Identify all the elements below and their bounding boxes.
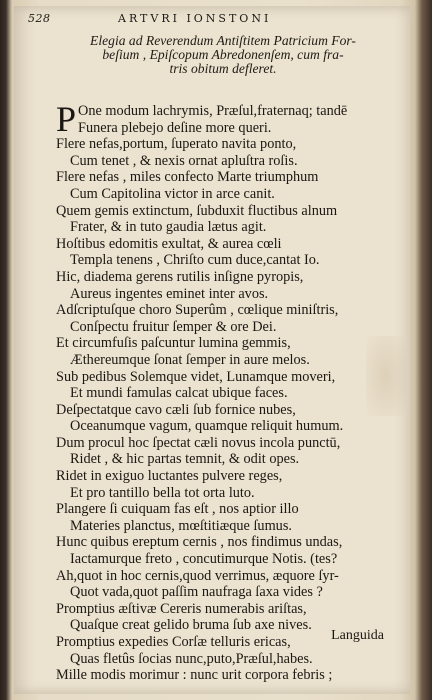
poem-body bbox=[56, 99, 406, 684]
poem-line: Ridet in exiguo luctantes pulvere reges, bbox=[56, 468, 283, 485]
poem-line: Et mundi famulas calcat ubique faces. bbox=[70, 385, 288, 402]
poem-line: Flere nefas , miles confecto Marte triumphum bbox=[56, 169, 319, 186]
poem-line: Funera plebejo deſine more queri. bbox=[78, 119, 272, 136]
poem-line: Dum procul hoc ſpectat cæli novus incola punctū, bbox=[56, 434, 341, 451]
poem-line: Sub pedibus Solemque videt, Lunamque moveri, bbox=[56, 368, 336, 385]
poem-line: Quem gemis extinctum, ſubduxit fluctibus alnum bbox=[56, 202, 338, 219]
poem-line: Mille modis morimur : nunc urit corpora febris ; bbox=[56, 667, 333, 684]
page-number: 528 bbox=[28, 12, 51, 25]
poem-line: Promptius expedies Corſæ telluris ericas, bbox=[56, 634, 291, 650]
poem-line: Adſcriptuſque choro Superûm , cœlique miniſtris, bbox=[56, 302, 339, 319]
poem-line: Oceanumque vagum, quamque reliquit humum. bbox=[70, 418, 344, 435]
poem-line: Ridet , & hic partas temnit, & odit opes. bbox=[70, 451, 300, 468]
poem-line: Templa tenens , Chriſto cum duce,cantat Io. bbox=[70, 252, 320, 269]
elegy-title bbox=[48, 34, 398, 76]
page-header bbox=[28, 12, 388, 30]
poem-line: Et pro tantillo bella tot orta luto. bbox=[70, 484, 255, 501]
poem-line: Flere nefas,portum, ſuperato navita ponto, bbox=[56, 136, 297, 153]
title-line: beſium , Epiſcopum Abredonenſem, cum fra- bbox=[102, 47, 344, 62]
poem-line: Cum Capitolina victor in arce canit. bbox=[70, 185, 275, 202]
poem-line: Plangere ſi cuiquam fas eſt , nos aptior illo bbox=[56, 501, 299, 518]
drop-cap-letter: P bbox=[56, 99, 77, 139]
poem-line: Quaſque creat gelido bruma ſub axe nives. bbox=[70, 617, 312, 634]
poem-line: Hunc quibus ereptum cernis , nos findimus undas, bbox=[56, 534, 343, 551]
poem-line: Aureus ingentes eminet inter avos. bbox=[70, 285, 269, 302]
poem-line: Materies planctus, mœſtitiæque ſumus. bbox=[70, 517, 292, 534]
poem-line: Cum tenet , & nexis ornat apluſtra roſis. bbox=[70, 152, 298, 169]
poem-line: Hoſtibus edomitis exultat, & aurea cœli bbox=[56, 235, 282, 252]
poem-line: Et circumfuſis paſcuntur lumina gemmis, bbox=[56, 335, 291, 352]
poem-line: Deſpectatque cavo cæli ſub fornice nubes, bbox=[56, 401, 296, 418]
paper-page bbox=[14, 6, 410, 694]
poem-line: Hic, diadema gerens rutilis inſigne pyropis, bbox=[56, 268, 304, 285]
poem-line: Quas fletûs ſocias nunc,puto,Præſul,habes. bbox=[70, 650, 313, 667]
poem-line: Frater, & in tuto gaudia lætus agit. bbox=[70, 219, 267, 236]
poem-line: Quot vada,quot paſſim naufraga ſaxa vides ? bbox=[70, 584, 323, 601]
title-line: tris obitum defleret. bbox=[169, 61, 277, 76]
poem-line: Promptius æſtivæ Cereris numerabis ariſtas, bbox=[56, 600, 307, 617]
poem-line: Ah,quot in hoc cernis,quod verrimus, æquore ſyr- bbox=[56, 567, 339, 584]
running-head: ARTVRI IONSTONI bbox=[118, 12, 272, 25]
poem-line: Conſpectu fruitur ſemper & ore Dei. bbox=[70, 318, 277, 335]
catchword: Languida bbox=[331, 628, 384, 643]
poem-line: Æthereumque ſonat ſemper in aure melos. bbox=[70, 351, 310, 368]
title-line: Elegia ad Reverendum Antiſtitem Patricium For- bbox=[90, 33, 356, 48]
poem-line: One modum lachrymis, Præſul,fraternaq; tandē bbox=[78, 103, 348, 119]
poem-line: Iactamurque freto , concutimurque Notis. (tes? bbox=[70, 551, 338, 568]
